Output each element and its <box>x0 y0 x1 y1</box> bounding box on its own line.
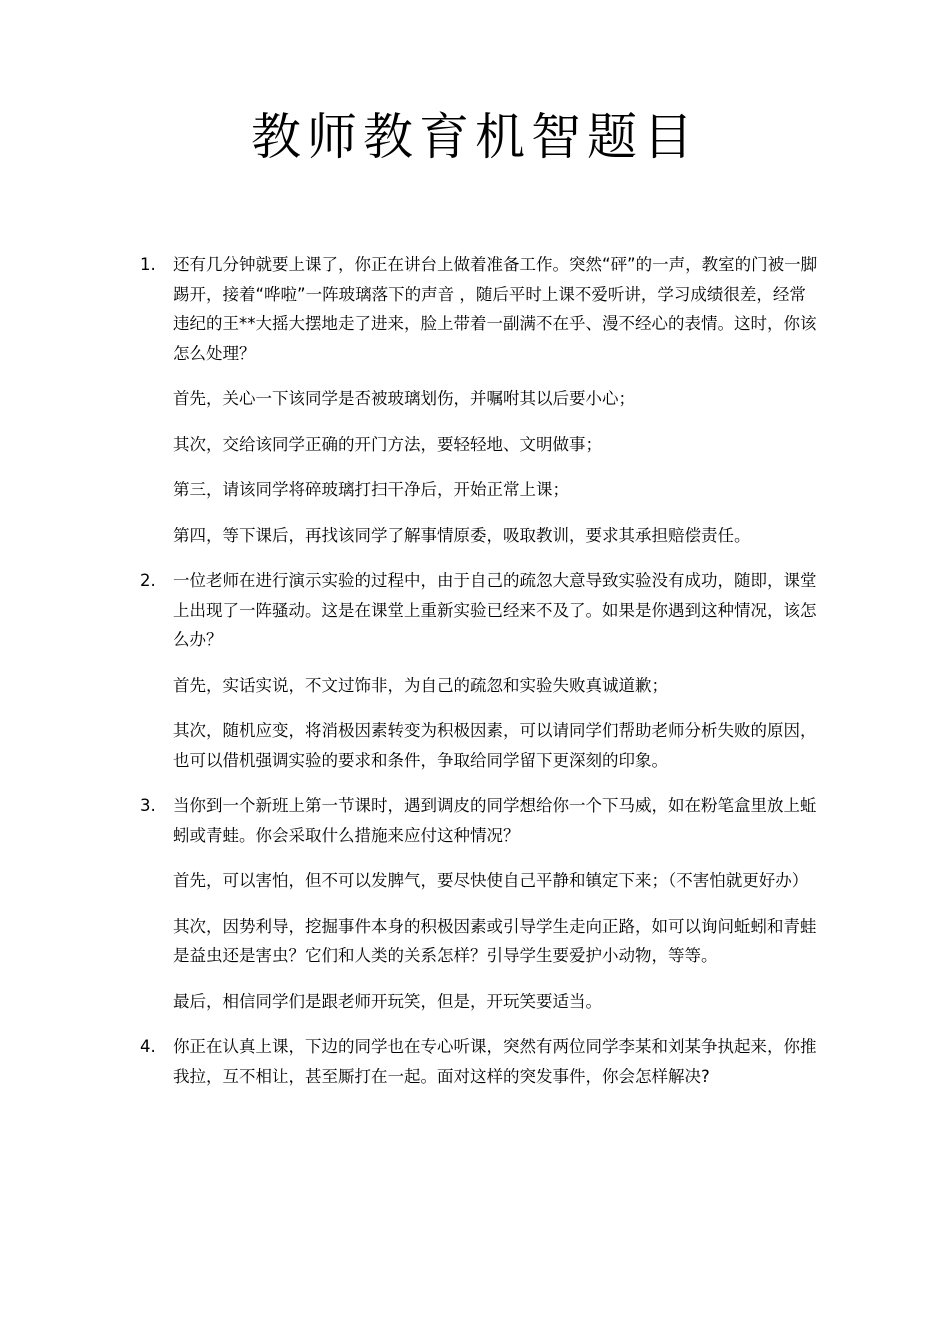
question-2 <box>140 566 820 775</box>
question-3 <box>140 791 820 1016</box>
answer-paragraph: 其次，交给该同学正确的开门方法，要轻轻地、文明做事； <box>173 434 602 454</box>
question-1 <box>140 250 820 550</box>
question-text: 你正在认真上课，下边的同学也在专心听课，突然有两位同学李某和刘某争执起来，你推我拉，互不相让，甚至厮打在一起。面对这样的突发事件，你会怎样解决? <box>173 1037 817 1086</box>
answer-paragraph: 其次，随机应变，将消极因素转变为积极因素，可以请同学们帮助老师分析失败的原因，也可以借机强调实验的要求和条件，争取给同学留下更深刻的印象。 <box>173 721 817 770</box>
answer-paragraph: 第四，等下课后，再找该同学了解事情原委，吸取教训，要求其承担赔偿责任。 <box>173 525 751 545</box>
question-number: 4. <box>140 1037 156 1056</box>
question-text: 一位老师在进行演示实验的过程中，由于自己的疏忽大意导致实验没有成功，随即，课堂上出现了一阵骚动。这是在课堂上重新实验已经来不及了。如果是你遇到这种情况，该怎么办？ <box>173 571 817 649</box>
question-number: 1. <box>140 255 156 274</box>
question-1-header <box>140 250 820 368</box>
question-4-header <box>140 1032 820 1091</box>
question-3-header <box>140 791 820 850</box>
question-2-header <box>140 566 820 655</box>
answer-paragraph: 第三，请该同学将碎玻璃打扫干净后，开始正常上课； <box>173 480 569 499</box>
question-number: 2. <box>140 571 156 590</box>
question-4 <box>140 1032 820 1091</box>
question-number: 3. <box>140 796 156 815</box>
document-title: 教师教育机智题目 <box>251 108 699 166</box>
answer-paragraph: 首先，实话实说，不文过饰非，为自己的疏忽和实验失败真诚道歉； <box>173 675 668 695</box>
question-text: 还有几分钟就要上课了，你正在讲台上做着准备工作。突然“砰”的一声，教室的门被一脚踢开，接着“哗啦”一阵玻璃落下的声音 ，随后平时上课不爱听讲，学习成绩很差，经常违纪的王**大摇大摆地走了进来，脸上带着一副满不在乎、漫不经心的表情。这时，你该怎么处理？ <box>173 255 818 363</box>
answer-paragraph: 最后，相信同学们是跟老师开玩笑，但是，开玩笑要适当。 <box>173 991 602 1011</box>
answer-paragraph: 首先，可以害怕，但不可以发脾气，要尽快使自己平静和镇定下来；（不害怕就更好办） <box>173 871 809 890</box>
question-text: 当你到一个新班上第一节课时，遇到调皮的同学想给你一个下马威，如在粉笔盒里放上蚯蚓或青蛙。你会采取什么措施来应付这种情况？ <box>173 796 817 845</box>
answer-paragraph: 其次，因势利导，挖掘事件本身的积极因素或引导学生走向正路，如可以询问蚯蚓和青蛙是益虫还是害虫？它们和人类的关系怎样？引导学生要爱护小动物，等等。 <box>173 916 817 965</box>
answer-paragraph: 首先，关心一下该同学是否被玻璃划伤，并嘱咐其以后要小心； <box>173 389 635 408</box>
question-list <box>140 250 820 1107</box>
